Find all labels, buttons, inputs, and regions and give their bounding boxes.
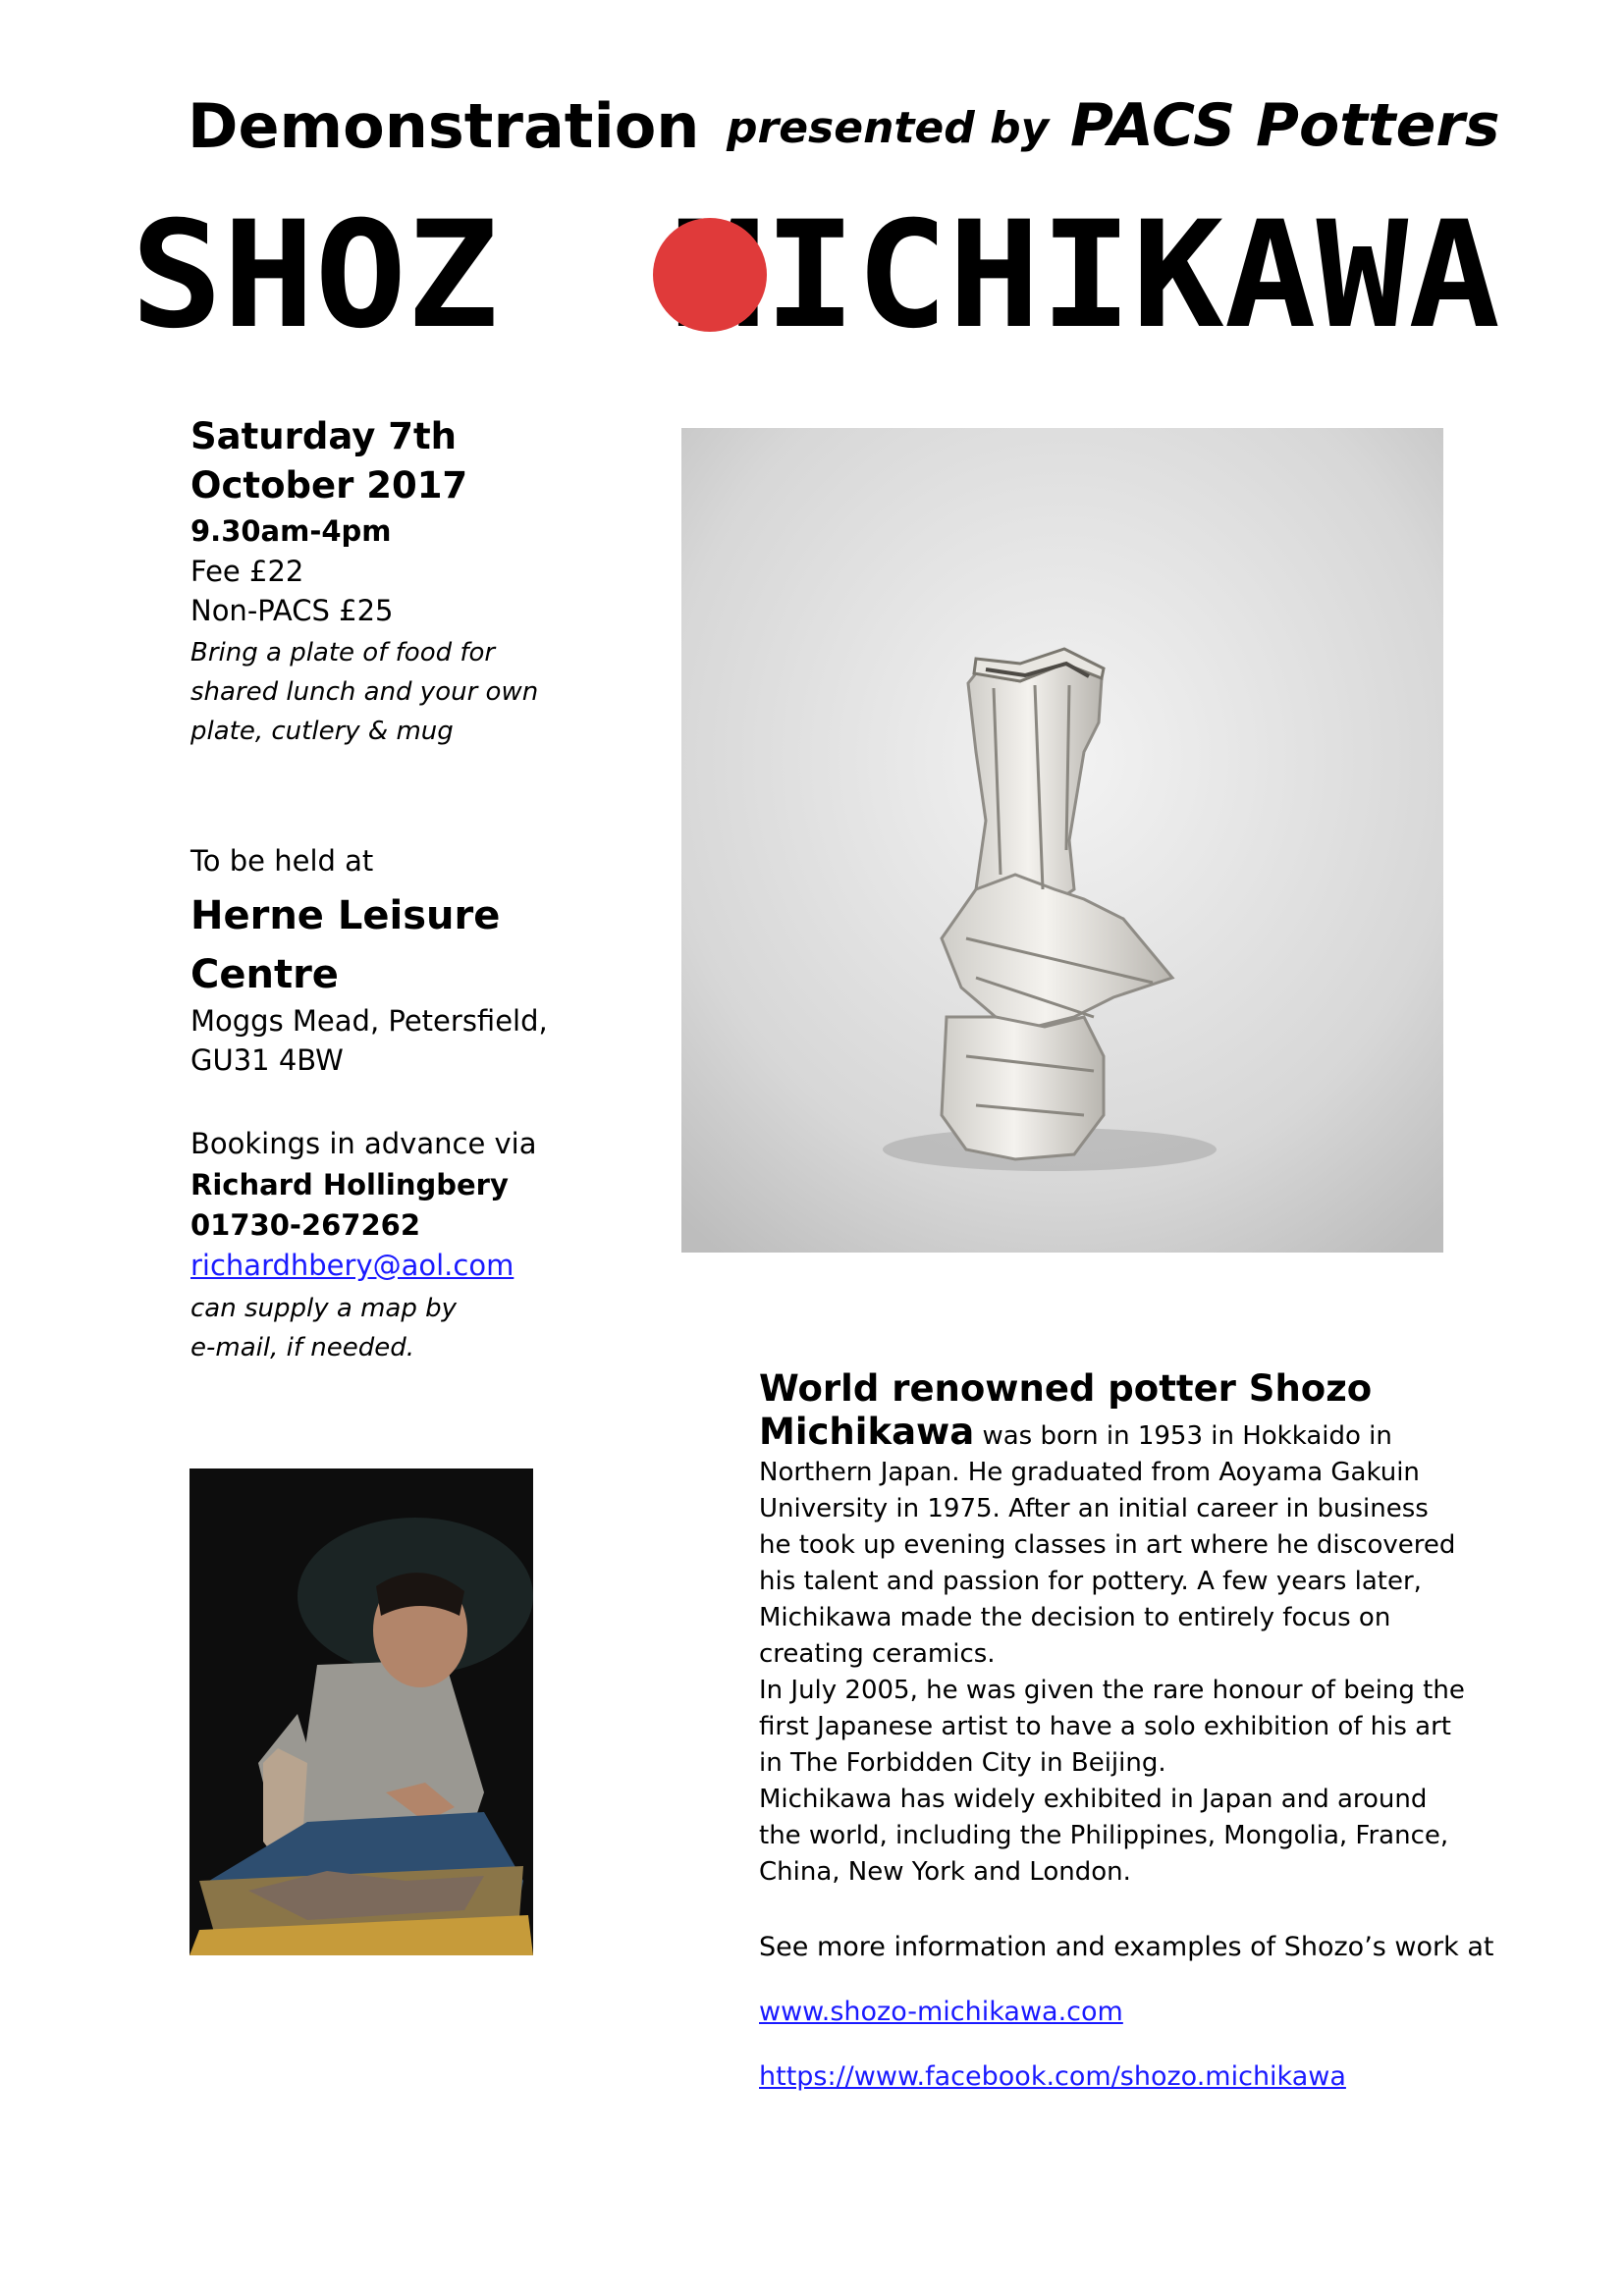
contact-phone: 01730-267262	[190, 1208, 420, 1242]
bio-lead-name: Michikawa	[759, 1411, 975, 1453]
facebook-link[interactable]: https://www.facebook.com/shozo.michikawa	[759, 2061, 1346, 2092]
artist-logo	[131, 216, 1500, 334]
bio-paragraph-2: In July 2005, he was given the rare honour of being the first Japanese artist to have a solo exhibition of his art in The Forbidden City in Beijing.	[759, 1676, 1465, 1778]
contact-name: Richard Hollingbery	[190, 1168, 509, 1201]
non-member-fee: Non-PACS £25	[190, 594, 394, 627]
venue-address: Moggs Mead, Petersfield, GU31 4BW	[190, 1004, 548, 1077]
vase-photo	[681, 428, 1443, 1253]
event-date-line2: October 2017	[190, 464, 468, 507]
bio-heading: World renowned potter Shozo	[759, 1367, 1373, 1410]
svg-text:SHOZMICHIKAWA	[131, 216, 1500, 334]
bio-paragraph-1: was born in 1953 in Hokkaido in Northern Japan. He graduated from Aoyama Gakuin University in 1975. After an initial career in business he took up evening classes in art where he discovered his talent and passion for pottery. A few years later, Michikawa made the decision to entirely focus on creating ceramics.	[759, 1421, 1456, 1669]
organizer-name: PACS Potters	[1070, 91, 1500, 160]
event-date-line1: Saturday 7th	[190, 415, 457, 457]
potter-photo	[189, 1468, 533, 1955]
venue-name: Herne Leisure Centre	[190, 893, 501, 997]
contact-email-link[interactable]: richardhbery@aol.com	[190, 1249, 514, 1282]
map-note: can supply a map by e-mail, if needed.	[190, 1294, 457, 1362]
rising-sun-circle	[653, 218, 767, 332]
see-more-text: See more information and examples of Shozo’s work at	[759, 1932, 1494, 1962]
lunch-note: Bring a plate of food for shared lunch and your own plate, cutlery & mug	[190, 638, 539, 746]
bio-body	[759, 1411, 1466, 1891]
bio-section	[759, 1364, 1466, 1891]
logo-part1: SHOZ	[131, 216, 486, 334]
venue-label: To be held at	[190, 844, 374, 878]
logo-part2: MICHIKAWA	[672, 216, 1471, 334]
presented-by-label: presented by	[727, 103, 1050, 153]
booking-label: Bookings in advance via	[190, 1127, 537, 1160]
page-title: Demonstration	[188, 90, 700, 162]
website-link[interactable]: www.shozo-michikawa.com	[759, 1997, 1123, 2027]
bio-paragraph	[759, 1411, 1466, 1673]
event-fee: Fee £22	[190, 555, 304, 588]
event-time: 9.30am-4pm	[190, 514, 392, 548]
bio-paragraph-3: Michikawa has widely exhibited in Japan and around the world, including the Philippines, Mongolia, France, China, New York and London.	[759, 1785, 1449, 1887]
